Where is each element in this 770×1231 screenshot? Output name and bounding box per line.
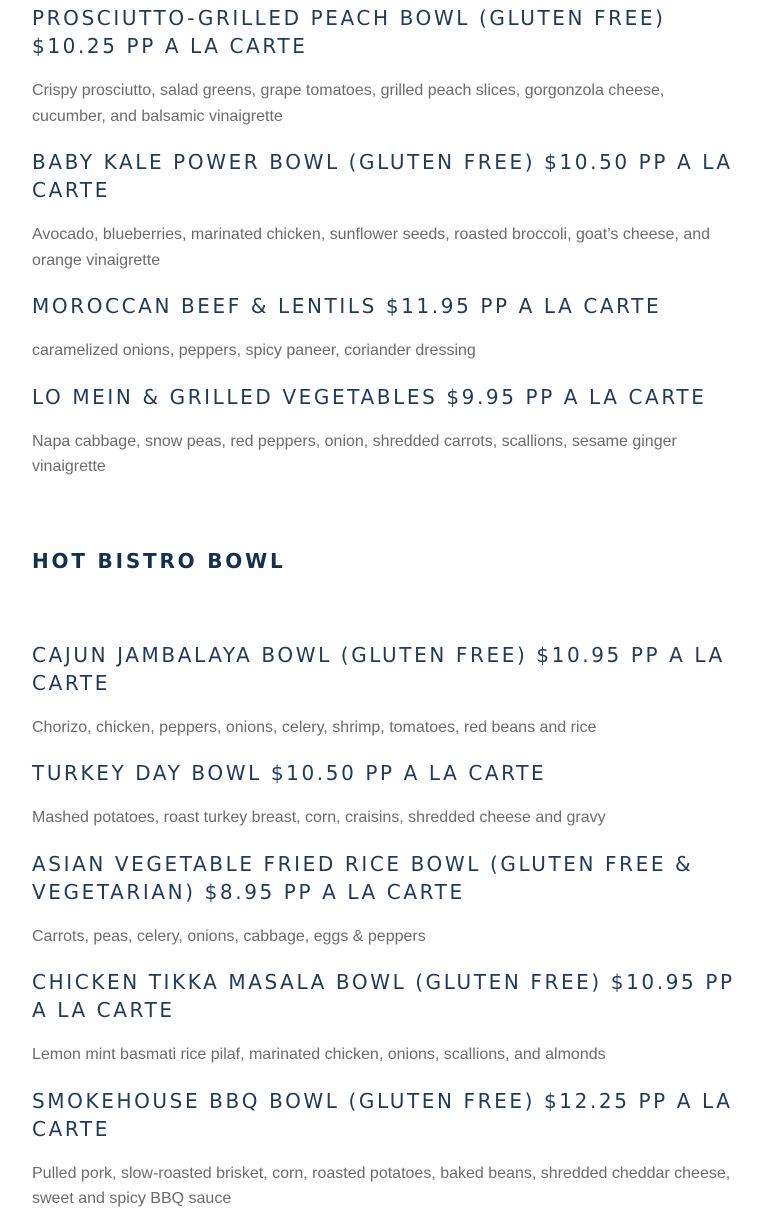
menu-item (32, 759, 740, 831)
menu-item (32, 1087, 740, 1212)
item-description: Carrots, peas, celery, onions, cabbage, eggs & peppers (32, 927, 426, 945)
item-title: PROSCIUTTO-GRILLED PEACH BOWL (GLUTEN FREE) $10.25 PP A LA CARTE (32, 6, 666, 58)
menu-item (32, 641, 740, 741)
item-title: TURKEY DAY BOWL $10.50 PP A LA CARTE (32, 761, 547, 785)
item-description: Mashed potatoes, roast turkey breast, corn, craisins, shredded cheese and gravy (32, 809, 606, 826)
item-title: SMOKEHOUSE BBQ BOWL (GLUTEN FREE) $12.25 PP A LA CARTE (32, 1088, 733, 1141)
item-description: caramelized onions, peppers, spicy paneer, coriander dressing (32, 342, 476, 359)
item-description: Chorizo, chicken, peppers, onions, celery, shrimp, tomatoes, red beans and rice (32, 718, 597, 736)
item-description: Lemon mint basmati rice pilaf, marinated chicken, onions, scallions, and almonds (32, 1046, 606, 1063)
menu-item (32, 850, 740, 950)
item-title: LO MEIN & GRILLED VEGETABLES $9.95 PP A LA CARTE (32, 384, 707, 409)
item-description: Crispy prosciutto, salad greens, grape tomatoes, grilled peach slices, gorgonzola cheese, cucumber, and balsamic vinaigrette (32, 82, 665, 125)
item-title: ASIAN VEGETABLE FRIED RICE BOWL (GLUTEN FREE & VEGETARIAN) $8.95 PP A LA CARTE (32, 851, 694, 904)
menu-item (32, 968, 740, 1068)
menu-item (32, 383, 740, 480)
item-description: Avocado, blueberries, marinated chicken, sunflower seeds, roasted broccoli, goat’s cheese, and orange vinaigrette (32, 226, 711, 269)
item-title: CHICKEN TIKKA MASALA BOWL (GLUTEN FREE) $10.95 PP A LA CARTE (32, 970, 735, 1022)
menu-page (32, 4, 740, 1231)
item-description: Pulled pork, slow-roasted brisket, corn, roasted potatoes, baked beans, shredded cheddar cheese, sweet and spicy BBQ sauce (32, 1164, 731, 1207)
item-title: CAJUN JAMBALAYA BOWL (GLUTEN FREE) $10.95 PP A LA CARTE (32, 642, 725, 695)
item-description: Napa cabbage, snow peas, red peppers, onion, shredded carrots, scallions, sesame ginger vinaigrette (32, 432, 677, 475)
item-title: MOROCCAN BEEF & LENTILS $11.95 PP A LA CARTE (32, 294, 662, 318)
section-heading: HOT BISTRO BOWL (32, 548, 286, 573)
menu-item (32, 4, 740, 129)
item-title: BABY KALE POWER BOWL (GLUTEN FREE) $10.50 PP A LA CARTE (32, 150, 733, 202)
menu-item (32, 292, 740, 364)
menu-item (32, 148, 740, 273)
